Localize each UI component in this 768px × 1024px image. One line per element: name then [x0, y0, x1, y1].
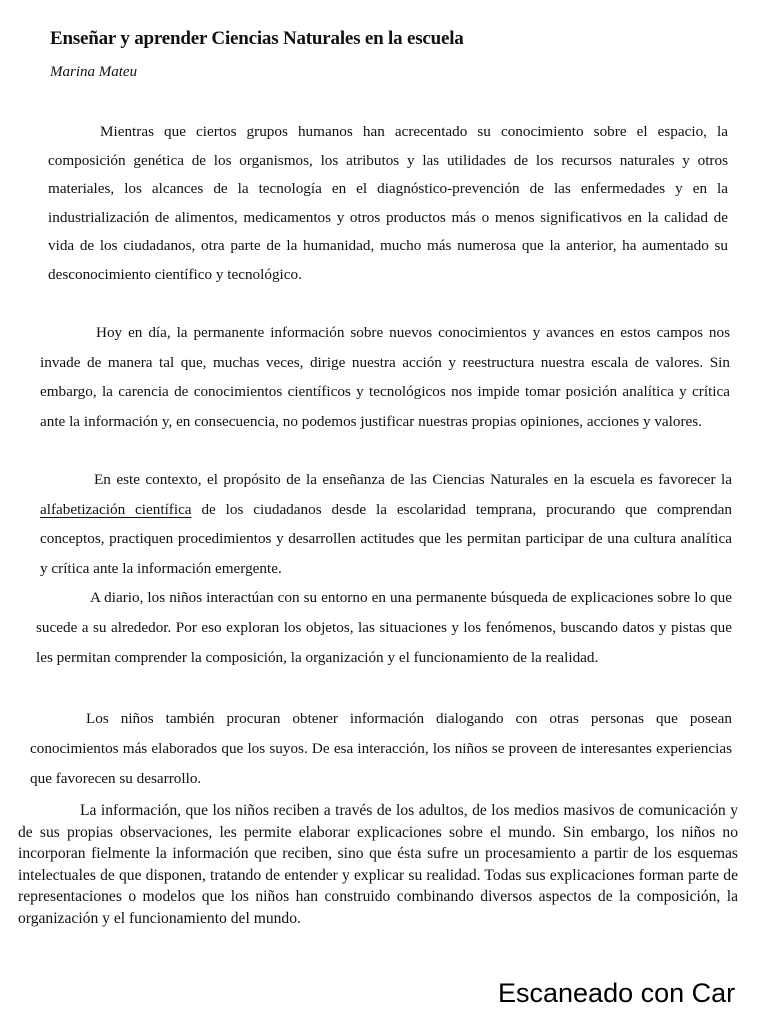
paragraph-2: Hoy en día, la permanente información sobre nuevos conocimientos y avances en estos campos nos invade de manera tal que, muchas veces, dirige nuestra acción y reestructura nuestra escala de valores. Sin embargo, la carencia de conocimientos científicos y tecnológicos nos impide tomar posición analítica y crítica ante la información y, en consecuencia, no podemos justificar nuestras propias opiniones, acciones y valores.: [40, 324, 730, 430]
paragraph-3: [40, 465, 732, 583]
scanner-watermark: Escaneado con Car: [498, 978, 736, 1008]
paragraph-6: La información, que los niños reciben a través de los adultos, de los medios masivos de comunicación y de sus propias observaciones, les permite elaborar explicaciones sobre el mundo. Sin embargo, los niños no incorporan fielmente la información que reciben, sino que ésta sufre un procesamiento a partir de los esquemas intelectuales de que disponen, tratando de entender y explicar su realidad. Todas sus explicaciones forman parte de representaciones o modelos que los niños han construido combinando diversos aspectos de la composición, la organización y el funcionamiento del mundo.: [18, 802, 738, 927]
paragraph-4: A diario, los niños interactúan con su entorno en una permanente búsqueda de explicaciones sobre lo que sucede a su alrededor. Por eso exploran los objetos, las situaciones y los fenómenos, buscando datos y pistas que les permitan comprender la composición, la organización y el funcionamiento de la realidad.: [36, 589, 732, 666]
paragraph-3-text-before: En este contexto, el propósito de la enseñanza de las Ciencias Naturales en la escuela es favorecer la: [94, 471, 732, 488]
document-author: Marina Mateu: [50, 64, 138, 80]
paragraph-5: Los niños también procuran obtener información dialogando con otras personas que posean conocimientos más elaborados que los suyos. De esa interacción, los niños se proveen de interesantes experiencias que favorecen su desarrollo.: [30, 710, 732, 787]
paragraph-1: Mientras que ciertos grupos humanos han acrecentado su conocimiento sobre el espacio, la composición genética de los organismos, los atributos y las utilidades de los recursos naturales y otros materiales, los alcances de la tecnología en el diagnóstico-prevención de las enfermedades y en la industrialización de alimentos, medicamentos y otros productos más o menos significativos en la calidad de vida de los ciudadanos, otra parte de la humanidad, mucho más numerosa que la anterior, ha aumentado su desconocimiento científico y tecnológico.: [48, 123, 728, 283]
underlined-term: alfabetización científica: [40, 500, 192, 518]
paragraph-3-text-after: de los ciudadanos desde la escolaridad temprana, procurando que comprendan conceptos, practiquen procedimientos y desarrollen actitudes que les permitan participar de una cultura analítica y crítica ante la información emergente.: [40, 500, 733, 577]
document-title: Enseñar y aprender Ciencias Naturales en la escuela: [50, 28, 464, 49]
